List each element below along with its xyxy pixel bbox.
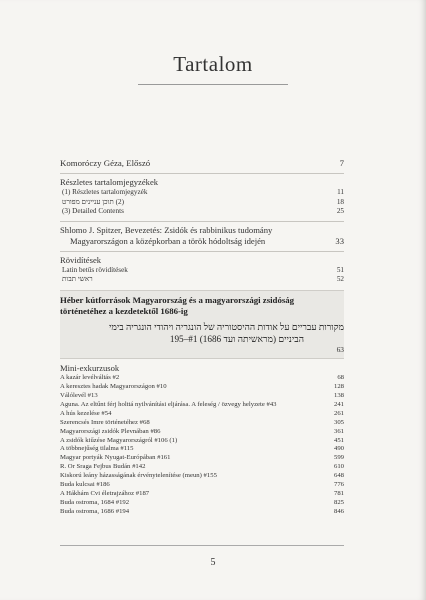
toc-entry-page: 261 xyxy=(333,409,344,417)
mini-excursus-item xyxy=(60,401,344,410)
toc-entry-page: 490 xyxy=(333,445,344,453)
mini-excursus-item xyxy=(60,374,344,383)
toc-entry-page: 241 xyxy=(333,400,344,408)
toc-entry-page: 25 xyxy=(336,207,344,216)
sources-hebrew-title: מקורות עבריים על אודות ההיסטוריה של הונגריה ויהודי הונגריה בימי xyxy=(108,321,344,332)
toc-entry-text: Komoróczy Géza, Előszó xyxy=(60,158,151,168)
toc-entry-page: 52 xyxy=(336,275,344,284)
toc-entry-page: 18 xyxy=(336,197,344,206)
toc-entry-page: 33 xyxy=(335,235,344,246)
toc-section-heading xyxy=(60,255,344,266)
toc-entry xyxy=(60,198,344,208)
toc-entry-text: A kazár levélváltás #2 xyxy=(60,374,120,382)
mini-excursus-item xyxy=(60,463,344,472)
toc-entry-text: Latin betűs rövidítések xyxy=(62,265,128,274)
toc-entry xyxy=(60,275,344,285)
section-heading-text: Mini-exkurzusok xyxy=(60,363,120,374)
toc-entry-text: (2) תוכן עניינים מפורט xyxy=(62,197,124,206)
toc-entry-text: ראשי תבות xyxy=(62,275,93,284)
toc-entry-page: 825 xyxy=(333,498,344,506)
section-heading-text: Rövidítések xyxy=(60,254,102,265)
mini-excursus-item xyxy=(60,454,344,463)
toc-entry-text: Buda kulcsai #186 xyxy=(60,481,110,489)
mini-excursus-item xyxy=(60,410,344,419)
footer-rule xyxy=(60,545,344,546)
table-of-contents xyxy=(60,158,344,517)
toc-entry-text: Magyarországi zsidók Plevnában #86 xyxy=(60,427,161,435)
toc-entry xyxy=(60,207,344,217)
mini-excursus-item xyxy=(60,392,344,401)
sources-title: Héber kútforrások Magyarország és a magyarországi zsidóság xyxy=(60,294,295,305)
toc-entry-page: 7 xyxy=(339,158,344,168)
title-rule xyxy=(138,84,288,85)
toc-entry xyxy=(60,266,344,276)
toc-entry-text: (1) Részletes tartalomjegyzék xyxy=(62,188,148,196)
page-title: Tartalom xyxy=(173,52,253,76)
toc-entry-page: 128 xyxy=(333,383,344,391)
sources-page-row xyxy=(60,345,344,355)
toc-entry-page: 451 xyxy=(333,436,344,444)
toc-entry-text: A hús kezelése #54 xyxy=(60,409,112,417)
mini-excursus-item xyxy=(60,419,344,428)
toc-entry-text: Válólevél #13 xyxy=(60,391,98,399)
mini-excursus-item xyxy=(60,437,344,446)
toc-entry-page: 361 xyxy=(333,427,344,435)
toc-entry-page: 51 xyxy=(336,265,344,274)
divider xyxy=(60,173,344,174)
section-heading-text: Részletes tartalomjegyzékek xyxy=(60,177,159,187)
divider xyxy=(60,251,344,252)
mini-excursus-item xyxy=(60,481,344,490)
toc-entry xyxy=(60,188,344,198)
sources-title-cont: történetéhez a kezdetektől 1686-ig xyxy=(60,305,188,316)
toc-entry-page: 305 xyxy=(333,418,344,426)
toc-entry-text: Magyarországon a középkorban a török hódoltság idején xyxy=(70,235,266,246)
toc-entry-page: 68 xyxy=(337,374,344,382)
mini-excursus-item xyxy=(60,499,344,508)
mini-excursus-item xyxy=(60,508,344,517)
toc-entry-text: Shlomo J. Spitzer, Bevezetés: Zsidók és rabbinikus tudomány xyxy=(60,224,273,235)
toc-entry-text: Buda ostroma, 1686 #194 xyxy=(60,507,130,515)
toc-entry-spitzer-cont xyxy=(60,236,344,247)
toc-entry-page: 846 xyxy=(333,507,344,515)
toc-entry-text: Kiskorú leány házasságának érvénytelenítése (meun) #155 xyxy=(60,472,217,480)
toc-section-heading xyxy=(60,177,344,188)
toc-entry-text: Magyar portyák Nyugat-Európában #161 xyxy=(60,454,171,462)
toc-entry-intro xyxy=(60,158,344,169)
toc-entry-text: A többnejűség tilalma #115 xyxy=(60,445,134,453)
toc-entry-spitzer xyxy=(60,225,344,236)
sources-section xyxy=(60,290,344,359)
toc-entry-text: Aguna. Az eltűnt férj holttá nyilvánítási eljárása. A feleség / özvegy helyzete #43 xyxy=(60,400,277,408)
toc-entry-page: 138 xyxy=(333,391,344,399)
mini-excursus-item xyxy=(60,445,344,454)
toc-entry-page: 610 xyxy=(333,463,344,471)
toc-entry-text: A keresztes hadak Magyarországon #10 xyxy=(60,383,167,391)
toc-entry-page: 63 xyxy=(336,344,344,354)
page-number: 5 xyxy=(210,557,216,568)
sources-hebrew-text: הביניים (מראשיתה ועד 1686) #1–195 xyxy=(169,333,304,344)
toc-entry-text: A Hákhám Cvi életrajzához #187 xyxy=(60,489,150,497)
mini-excursus-item xyxy=(60,383,344,392)
toc-entry-text: R. Or Sraga Fejbus Budán #142 xyxy=(60,463,146,471)
toc-entry-page: 599 xyxy=(333,454,344,462)
toc-section-heading xyxy=(60,363,344,374)
mini-excursus-item xyxy=(60,490,344,499)
toc-entry-page: 648 xyxy=(333,472,344,480)
toc-entry-page: 11 xyxy=(337,188,344,196)
sources-hebrew-line xyxy=(60,333,344,345)
toc-entry-page: 776 xyxy=(333,481,344,489)
divider xyxy=(60,221,344,222)
toc-entry-page: 781 xyxy=(333,489,344,497)
mini-excursus-list xyxy=(60,374,344,517)
toc-entry-text: (3) Detailed Contents xyxy=(62,207,124,216)
toc-entry-text: Szerencsés Imre történetéhez #68 xyxy=(60,418,150,426)
mini-excursus-item xyxy=(60,472,344,481)
mini-excursus-item xyxy=(60,428,344,437)
toc-entry-text: A zsidók kiűzése Magyarországról #106 (1) xyxy=(60,436,178,444)
toc-entry-text: Buda ostroma, 1684 #192 xyxy=(60,498,130,506)
